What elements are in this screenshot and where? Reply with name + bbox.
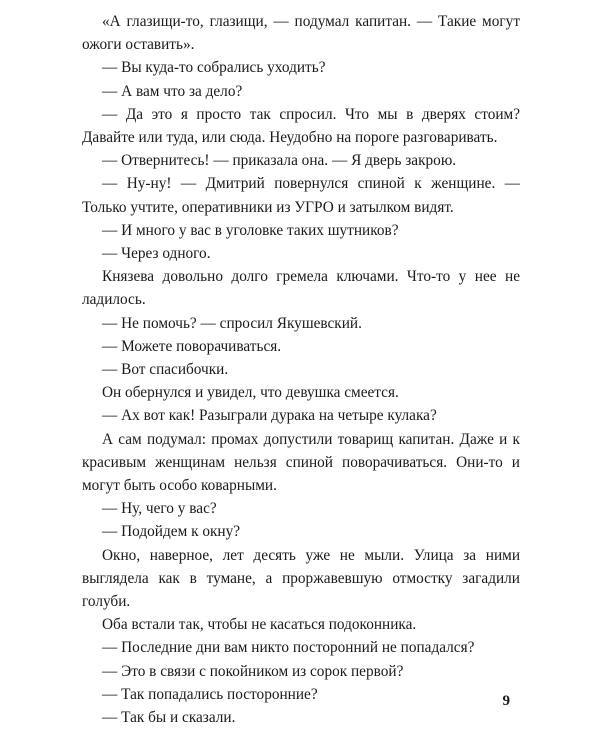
paragraph-8: — Через одного. [102, 245, 211, 263]
paragraph-17: — Подойдем к окну? [102, 523, 241, 541]
paragraph-14: — Ах вот как! Разыграли дурака на четыре кулака? [102, 407, 437, 425]
paragraph-5: — Отвернитесь! — приказала она. — Я дверь закрою. [102, 152, 457, 170]
paragraph-9: Князева довольно долго гремела ключами. Что-то у нее не ладилось. [82, 268, 520, 309]
paragraph-21: — Это в связи с покойником из сорок первой? [102, 662, 404, 680]
paragraph-11: — Можете поворачиваться. [102, 337, 282, 355]
paragraph-20: — Последние дни вам никто посторонний не попадался? [102, 639, 475, 657]
paragraph-3: — А вам что за дело? [102, 82, 243, 100]
paragraph-1: «А глазищи-то, глазищи, — подумал капитан. — Такие могут ожоги оставить». [82, 13, 520, 54]
page-number: 9 [502, 693, 510, 709]
paragraph-23: — Так бы и сказали. [102, 709, 236, 727]
paragraph-15: А сам подумал: промах допустили товарищ капитан. Даже и к красивым женщинам нельзя спиной поворачиваться. Они-то и могут быть особо коварными. [82, 430, 520, 495]
paragraph-4: — Да это я просто так спросил. Что мы в дверях стоим? Давайте или туда, или сюда. Неудобно на пороге разговаривать. [82, 105, 520, 147]
paragraph-12: — Вот спасибочки. [102, 361, 229, 379]
paragraph-10: — Не помочь? — спросил Якушевский. [102, 314, 362, 332]
paragraph-6: — Ну-ну! — Дмитрий повернулся спиной к женщине. — Только учтите, оперативники из УГРО и затылком видят. [82, 175, 520, 216]
paragraph-2: — Вы куда-то собрались уходить? [102, 59, 326, 77]
paragraph-13: Он обернулся и увидел, что девушка смеется. [102, 384, 399, 402]
paragraph-22: — Так попадались посторонние? [102, 685, 318, 703]
paragraph-16: — Ну, чего у вас? [102, 500, 217, 518]
paragraph-19: Оба встали так, чтобы не касаться подоконника. [102, 616, 417, 634]
body-text [82, 10, 520, 729]
paragraph-7: — И много у вас в уголовке таких шутников? [102, 221, 399, 239]
paragraph-18: Окно, наверное, лет десять уже не мыли. Улица за ними выглядела как в тумане, а проржавевшую отмостку загадили голуби. [82, 546, 520, 611]
